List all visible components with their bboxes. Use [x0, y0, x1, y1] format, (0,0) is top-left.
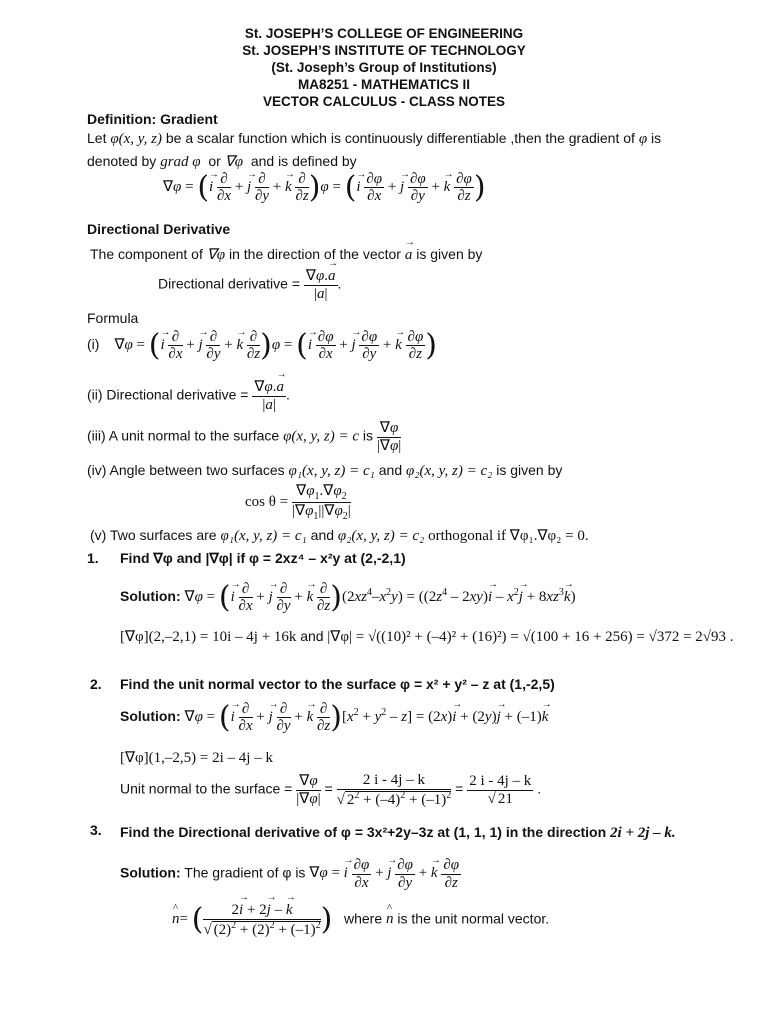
college-name-1: St. JOSEPH’S COLLEGE OF ENGINEERING	[244, 26, 524, 41]
gradient-heading: Definition: Gradient	[87, 111, 218, 127]
formula-i: (i) ∇φ = (→ i $\frac{\partial}{\partial x}$ + → j $\frac{\partial}{\partial y}$ + → k $\frac{\partial}{\partial z}$ )φ = (→ i $\frac{\partial\varphi}{\partial x}$ + → j $\frac{\partial\varphi}{\partial y}$ + → k $\frac{\partial\varphi}{\partial z}$ )	[87, 328, 437, 363]
gradient-definition-line1: Let φ(x, y, z) be a scalar function which is continuously differentiable ,then the gradient of φ is	[87, 130, 662, 147]
directional-derivative-definition: Directional derivative = $\frac{\nabla\varphi.\to a}{|a|}$ .	[158, 268, 341, 302]
problem-3-unit-vector: ^ n= ( $\frac{2\to i + 2\to j - \to k}{√ (2)^2 + (2)^2 + (-1)^2}$ ) where ^ n is the unit normal vector.	[172, 902, 549, 938]
directional-heading: Directional Derivative	[87, 221, 231, 237]
problem-1-question: Find ∇φ and |∇φ| if φ = 2xz⁴ – x²y at (2,-2,1)	[120, 550, 406, 566]
problem-2-solution: Solution: ∇φ = (→ i $\frac{\partial}{\partial x}$ + → j $\frac{\partial}{\partial y}$ + → k $\frac{\partial}{\partial z}$ )$[x^2 + y^2 - z] = (2x)\to i + (2y)\to j + (-1)\to k$	[120, 700, 548, 735]
formula-iv-cos: cos θ = $\frac{\nabla\varphi_1.\nabla\varphi_2}{|\nabla\varphi_1||\nabla\varphi_2|}$	[245, 483, 351, 522]
problem-2-question: Find the unit normal vector to the surface φ = x² + y² – z at (1,-2,5)	[120, 676, 555, 692]
problem-1-number: 1.	[87, 550, 99, 566]
problem-3-question: Find the Directional derivative of φ = 3x²+2y–3z at (1, 1, 1) in the direction 2i + 2j – k.	[120, 824, 676, 841]
problem-2-at-point: [∇φ](1,–2,5) = 2i – 4j – k	[120, 750, 273, 766]
problem-1-result: [∇φ](2,–2,1) = 10i – 4j + 16k and |∇φ| = √((10)² + (–4)² + (16)²) = √(100 + 16 + 256) = √372 = 2√93 .	[120, 628, 734, 645]
group-name: (St. Joseph’s Group of Institutions)	[271, 60, 497, 75]
problem-1-solution: Solution: ∇φ = (→ i $\frac{\partial}{\partial x}$ + → j $\frac{\partial}{\partial y}$ + → k $\frac{\partial}{\partial z}$ )$(2xz^4-x^2y) = ((2z^4 - 2xy)\to i - x^2\to j + 8xz^3\to k)$	[120, 580, 576, 615]
problem-2-number: 2.	[90, 676, 102, 692]
problem-3-solution: Solution: The gradient of φ is ∇φ = → i $\frac{\partial\varphi}{\partial x}$ + → j $\frac{\partial\varphi}{\partial y}$ + → k $\frac{\partial\varphi}{\partial z}$	[120, 857, 461, 891]
course-code: MA8251 - MATHEMATICS II	[297, 77, 470, 92]
formula-iv: (iv) Angle between two surfaces φ₁(x, y, z) = c₁ and φ₂(x, y, z) = c₂ is given by	[87, 462, 563, 479]
formula-heading: Formula	[87, 310, 139, 326]
directional-component-text: The component of ∇φ in the direction of the vector → a is given by	[90, 245, 482, 264]
formula-ii: (ii) Directional derivative = $\frac{\nabla\varphi.\to a}{|a|}$ .	[87, 379, 290, 413]
gradient-formula: ∇φ = (→ i $\frac{\partial}{\partial x}$ + → j $\frac{\partial}{\partial y}$ + → k $\frac{\partial}{\partial z}$ )φ = (→ i $\frac{\partial\varphi}{\partial x}$ + → j $\frac{\partial\varphi}{\partial y}$ + → k $\frac{\partial\varphi}{\partial z}$ )	[163, 170, 486, 205]
college-name-2: St. JOSEPH’S INSTITUTE OF TECHNOLOGY	[242, 43, 526, 58]
notes-title: VECTOR CALCULUS - CLASS NOTES	[262, 94, 505, 109]
formula-iii: (iii) A unit normal to the surface φ(x, y, z) = c is $\frac{\nabla\varphi}{|\nabla\varphi|}$	[87, 420, 402, 454]
formula-v: (v) Two surfaces are φ₁(x, y, z) = c₁ and φ₂(x, y, z) = c₂ orthogonal if ∇φ₁.∇φ₂ = 0.	[90, 527, 589, 544]
problem-2-unit-normal: Unit normal to the surface = $\frac{\nabla\varphi}{|\nabla\varphi|}$ = $\frac{2 i - 4j - k}{√ 2^2 + (-4)^2 + (-1)^2}$ = $\frac{2 i - 4j - k}{√ 21}$ .	[120, 772, 542, 808]
problem-3-number: 3.	[90, 822, 102, 838]
gradient-definition-line2: denoted by grad φ or ∇φ and is defined by	[87, 153, 357, 170]
